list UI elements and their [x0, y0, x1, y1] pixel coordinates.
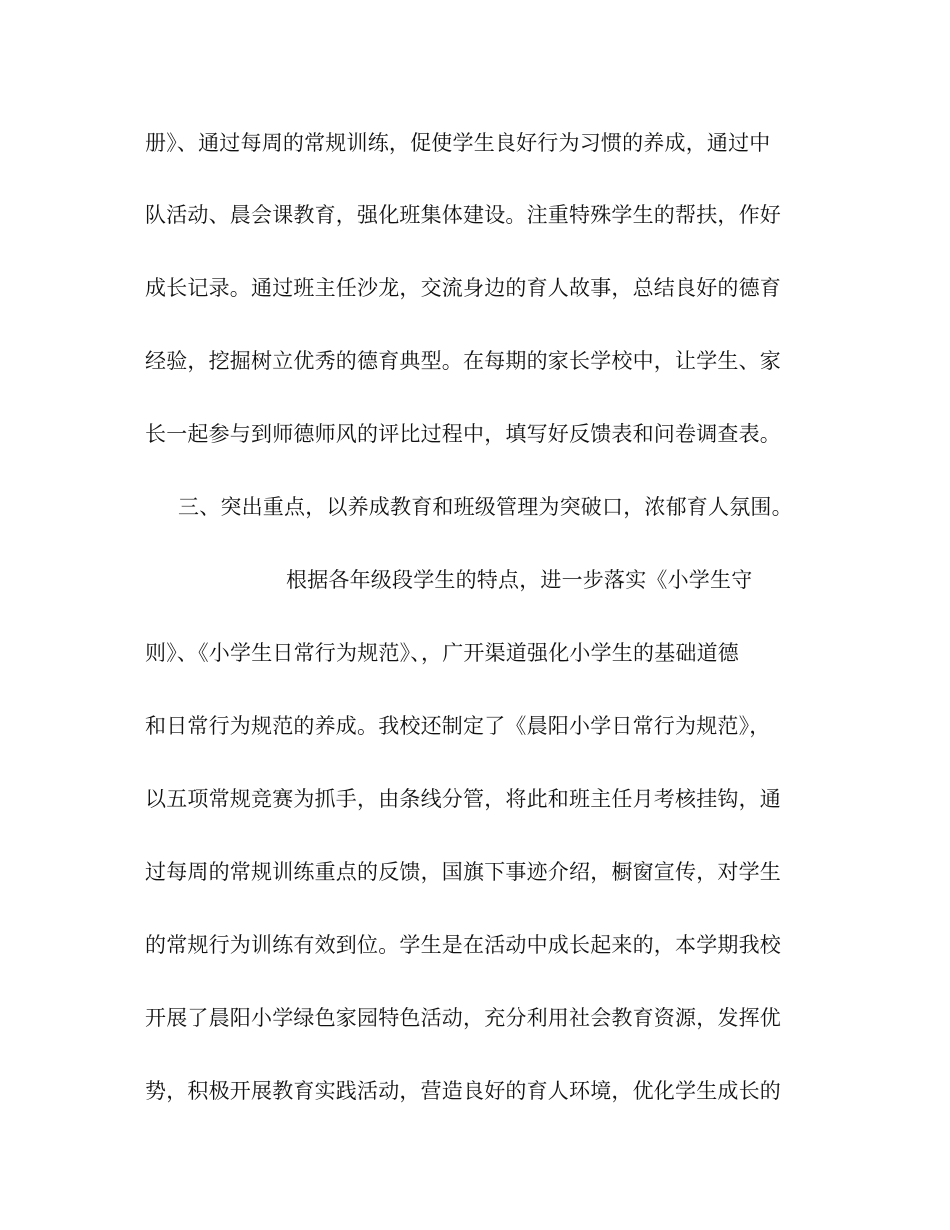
- section-heading: 三、突出重点，以养成教育和班级管理为突破口，浓郁育人氛围。: [178, 495, 793, 519]
- body-text-line: 成长记录。通过班主任沙龙，交流身边的育人故事，总结良好的德育: [145, 276, 781, 300]
- body-text-line: 长一起参与到师德师风的评比过程中，填写好反馈表和问卷调查表。: [145, 422, 781, 446]
- body-text-line: 和日常行为规范的养成。我校还制定了《晨阳小学日常行为规范》，: [145, 714, 771, 738]
- body-text-line: 经验，挖掘树立优秀的德育典型。在每期的家长学校中，让学生、家: [145, 349, 781, 373]
- body-text-line: 的常规行为训练有效到位。学生是在活动中成长起来的，本学期我校: [145, 933, 781, 957]
- body-text-line: 开展了晨阳小学绿色家园特色活动，充分利用社会教育资源，发挥优: [145, 1006, 781, 1030]
- body-text-line: 则》、《小学生日常行为规范》、，广开渠道强化小学生的基础道德: [145, 641, 739, 665]
- body-text-line: 册》、通过每周的常规训练，促使学生良好行为习惯的养成，通过中: [145, 131, 771, 155]
- paragraph-first-line: 根据各年级段学生的特点，进一步落实《小学生守: [286, 568, 753, 592]
- body-text-line: 队活动、晨会课教育，强化班集体建设。注重特殊学生的帮扶，作好: [145, 203, 781, 227]
- body-text-line: 过每周的常规训练重点的反馈，国旗下事迹介绍，橱窗宣传，对学生: [145, 860, 781, 884]
- body-text-line: 以五项常规竞赛为抓手，由条线分管，将此和班主任月考核挂钩，通: [145, 787, 781, 811]
- body-text-line: 势，积极开展教育实践活动，营造良好的育人环境，优化学生成长的: [145, 1079, 781, 1103]
